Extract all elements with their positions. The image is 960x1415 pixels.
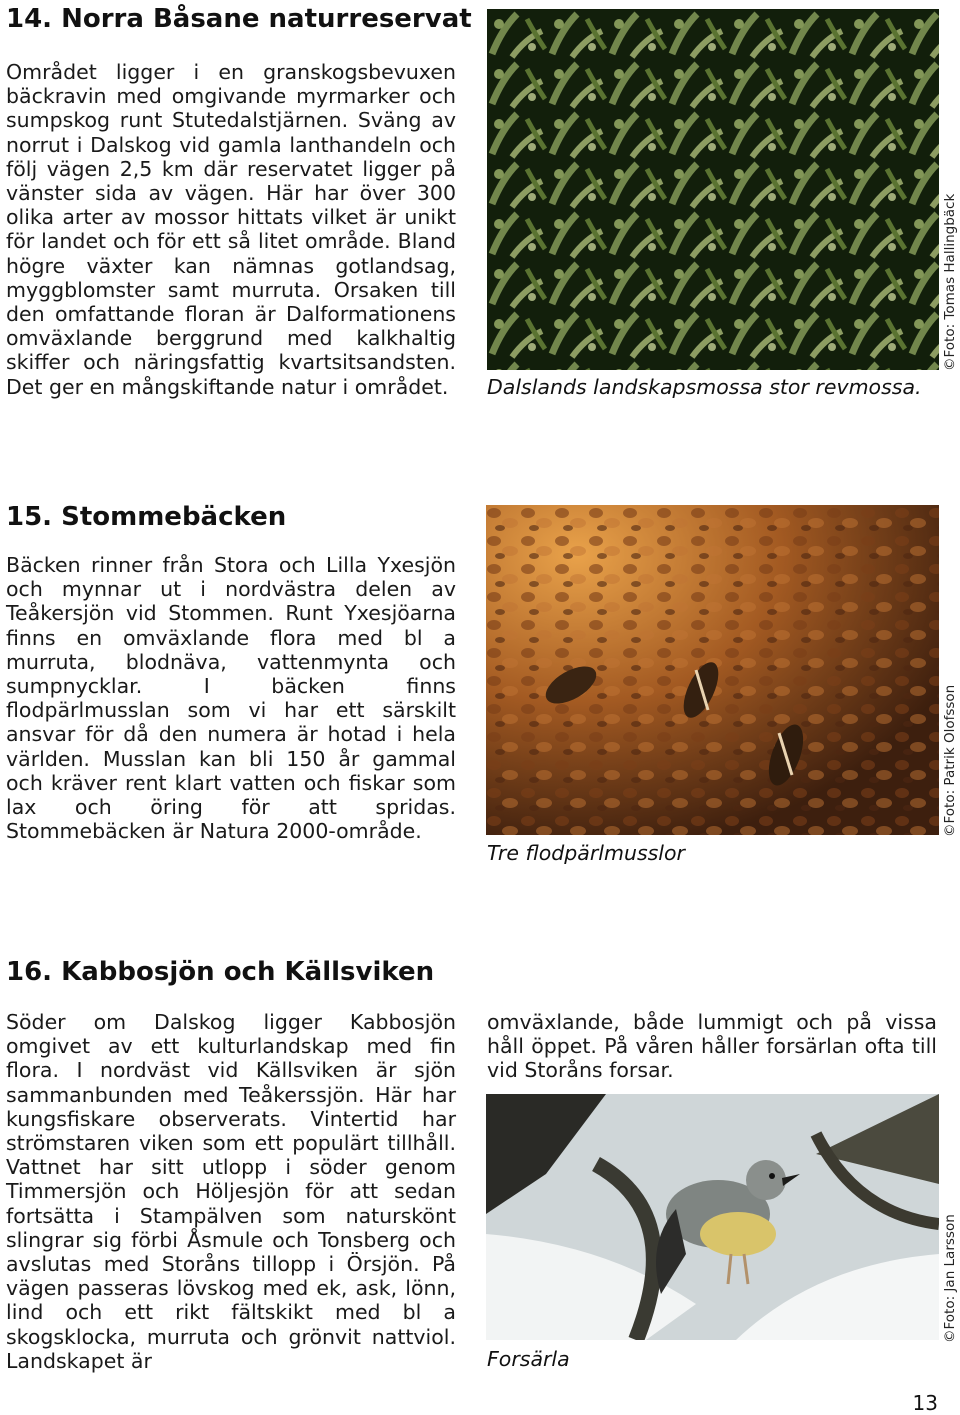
section-16-body: Söder om Dalskog ligger Kabbosjön omgivet av ett kulturlandskap med fin flora. I nordväst vid Källsviken är sjön sammanbunden med Teåkerssjön. Här har kungsfiskare observerats. Vintertid har strömstaren viken som ett populärt tillhåll. Vattnet har sitt utlopp i söder genom Timmersjön och Höljesjön för att sedan fortsätta i Stampälven som naturskönt slingrar sig förbi Åsmule och Tonsberg och avslutas med Storåns tillopp i Örsjön. På vägen passeras lövskog med ek, ask, lönn, lind och ett rikt fältskikt med bl a skogsklocka, murruta och grönvit nattviol. Landskapet är — [6, 1010, 456, 1373]
section-15-body: Bäcken rinner från Stora och Lilla Yxesjön och mynnar ut i nordvästra delen av Teåkersjön vid Stommen. Runt Yxesjöarna finns en omväxlande flora med bl a murruta, blodnäva, vattenmynta och sumpnycklar. I bäcken finns flodpärlmusslan som vi har ett särskilt ansvar för då den numera är hotad i hela världen. Musslan kan bli 150 år gammal och kräver rent klart vatten och fiskar som lax och öring för att spridas. Stommebäcken är Natura 2000-område. — [6, 553, 456, 844]
moss-photo-caption: Dalslands landskapsmossa stor revmossa. — [487, 375, 922, 399]
mussels-photo-caption: Tre flodpärlmusslor — [487, 841, 685, 865]
mussels-photo-credit: ©Foto: Patrik Olofsson — [942, 684, 958, 837]
section-14-heading: 14. Norra Båsane naturreservat — [6, 4, 472, 34]
moss-photo — [487, 9, 939, 370]
section-16-heading: 16. Kabbosjön och Källsviken — [6, 957, 435, 987]
section-16-body-continued: omväxlande, både lummigt och på vissa håll öppet. På våren håller forsärlan ofta till vid Storåns forsar. — [487, 1010, 937, 1083]
wagtail-photo-credit: ©Foto: Jan Larsson — [942, 1214, 958, 1343]
mussels-photo — [486, 505, 939, 835]
wagtail-photo-caption: Forsärla — [487, 1347, 570, 1371]
section-15-heading: 15. Stommebäcken — [6, 502, 287, 532]
wagtail-photo — [486, 1094, 939, 1340]
moss-photo-credit: ©Foto: Tomas Hallingbäck — [942, 193, 958, 371]
page-number: 13 — [912, 1391, 938, 1415]
section-14-body: Området ligger i en granskogsbevuxen bäckravin med omgivande myrmarker och sumpskog runt Stutedalstjärnen. Sväng av norrut i Dalskog vid gamla lanthandeln och följ vägen 2,5 km där reservatet ligger på vänster sida av vägen. Här har över 300 olika arter av mossor hittats vilket är unikt för landet och för ett så litet område. Bland högre växter kan nämnas gotlandsag, myggblomster samt murruta. Orsaken till den omfattande floran är Dalformationens omväxlande berggrund med kalkhaltig skiffer och näringsfattig kvartsitsandsten. Det ger en mångskiftande natur i området. — [6, 60, 456, 399]
